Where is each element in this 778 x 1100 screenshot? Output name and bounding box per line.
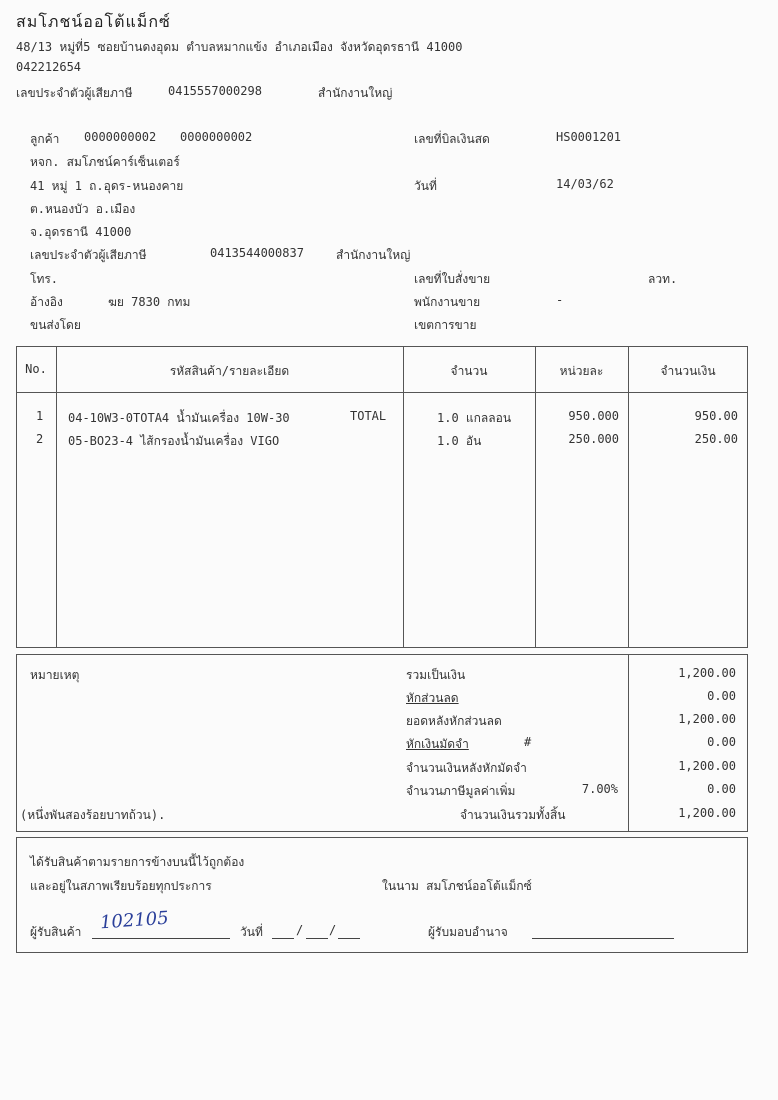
bill-date-label: วันที่ <box>414 179 437 193</box>
discount-label: หักส่วนลด <box>406 691 459 705</box>
header-description: รหัสสินค้า/รายละเอียด <box>169 364 290 378</box>
customer-phone-label: โทร. <box>30 272 59 286</box>
sales-order-label: เลขที่ใบสั่งขาย <box>414 272 491 286</box>
after-discount-label: ยอดหลังหักส่วนลด <box>406 714 502 728</box>
grand-total-label: จำนวนเงินรวมทั้งสิ้น <box>460 808 566 822</box>
authorized-label: ผู้รับมอบอำนาจ <box>428 925 508 939</box>
customer-code-2: 0000000002 <box>180 130 253 144</box>
row-2-quantity: 1.0 อัน <box>437 434 482 448</box>
row-2-no: 2 <box>36 432 44 446</box>
customer-label: ลูกค้า <box>30 132 60 146</box>
header-amount: จำนวนเงิน <box>660 364 716 378</box>
date-day-line <box>272 938 294 939</box>
amount-in-words: (หนึ่งพันสองร้อยบาทถ้วน). <box>20 808 166 822</box>
date-slash-1: / <box>296 923 304 937</box>
received-line-2: และอยู่ในสภาพเรียบร้อยทุกประการ <box>30 879 212 893</box>
company-name: สมโภชน์ออโต้แม็กซ์ <box>16 12 171 31</box>
after-deposit-label: จำนวนเงินหลังหักมัดจำ <box>406 761 527 775</box>
date-slash-2: / <box>329 923 337 937</box>
sales-order-value: ลวท. <box>648 272 678 286</box>
vat-value: 0.00 <box>707 782 736 796</box>
reference-label: อ้างอิง <box>30 295 63 309</box>
row-1-no: 1 <box>36 409 44 423</box>
company-branch: สำนักงานใหญ่ <box>318 86 393 100</box>
customer-tax-label: เลขประจำตัวผู้เสียภาษี <box>30 248 147 262</box>
receiver-label: ผู้รับสินค้า <box>30 925 82 939</box>
row-1-amount: 950.00 <box>694 409 738 423</box>
header-quantity: จำนวน <box>450 364 488 378</box>
on-behalf-text: ในนาม สมโภชน์ออโต้แม็กซ์ <box>382 879 532 893</box>
date-month-line <box>306 938 328 939</box>
row-1-unit-price: 950.000 <box>568 409 619 423</box>
shipping-label: ขนส่งโดย <box>30 318 81 332</box>
customer-name: หจก. สมโภชน์คาร์เซ็นเตอร์ <box>30 155 180 169</box>
discount-value: 0.00 <box>707 689 736 703</box>
after-deposit-value: 1,200.00 <box>678 759 736 773</box>
deposit-value: 0.00 <box>707 735 736 749</box>
received-line-1: ได้รับสินค้าตามรายการข้างบนนี้ไว้ถูกต้อง <box>30 855 245 869</box>
row-2-description: 05-BO23-4 ไส้กรองน้ำมันเครื่อง VIGO <box>68 434 280 448</box>
receive-date-label: วันที่ <box>240 925 263 939</box>
company-address: 48/13 หมู่ที่5 ซอยบ้านดงอุดม ตำบลหมากแข้ง อำเภอเมือง จังหวัดอุดรธานี 41000 <box>16 40 463 54</box>
bill-number-value: HS0001201 <box>556 130 622 144</box>
salesperson-label: พนักงานขาย <box>414 295 481 309</box>
row-2-amount: 250.00 <box>694 432 738 446</box>
company-tax-id: 0415557000298 <box>168 84 262 98</box>
vat-rate: 7.00% <box>581 782 618 796</box>
receiver-signature: 102105 <box>99 907 170 934</box>
subtotal-label: รวมเป็นเงิน <box>406 668 466 682</box>
customer-address-2: ต.หนองบัว อ.เมือง <box>30 202 136 216</box>
vat-label: จำนวนภาษีมูลค่าเพิ่ม <box>406 784 516 798</box>
customer-tax-id: 0413544000837 <box>210 246 304 260</box>
deposit-marker: # <box>524 735 532 749</box>
row-2-unit-price: 250.000 <box>568 432 619 446</box>
receiver-signature-line <box>92 938 230 939</box>
reference-value: ฆย 7830 กทม <box>108 295 191 309</box>
customer-address-1: 41 หมู่ 1 ถ.อุดร-หนองคาย <box>30 179 184 193</box>
date-year-line <box>338 938 360 939</box>
authorized-signature-line <box>532 938 674 939</box>
subtotal-value: 1,200.00 <box>678 666 736 680</box>
customer-branch: สำนักงานใหญ่ <box>336 248 411 262</box>
row-1-description: 04-10W3-0TOTA4 น้ำมันเครื่อง 10W-30 <box>68 411 290 425</box>
sales-area-label: เขตการขาย <box>414 318 477 332</box>
bill-number-label: เลขที่บิลเงินสด <box>414 132 490 146</box>
header-no: No. <box>25 362 47 376</box>
row-1-brand: TOTAL <box>350 409 387 423</box>
company-tax-label: เลขประจำตัวผู้เสียภาษี <box>16 86 133 100</box>
remark-label: หมายเหตุ <box>30 668 80 682</box>
company-phone: 042212654 <box>16 60 82 74</box>
customer-code-1: 0000000002 <box>84 130 157 144</box>
header-unit-price: หน่วยละ <box>559 364 604 378</box>
bill-date-value: 14/03/62 <box>556 177 614 191</box>
customer-address-3: จ.อุดรธานี 41000 <box>30 225 132 239</box>
deposit-label: หักเงินมัดจำ <box>406 737 469 751</box>
salesperson-value: - <box>556 293 564 307</box>
after-discount-value: 1,200.00 <box>678 712 736 726</box>
grand-total-value: 1,200.00 <box>678 806 736 820</box>
row-1-quantity: 1.0 แกลลอน <box>437 411 512 425</box>
